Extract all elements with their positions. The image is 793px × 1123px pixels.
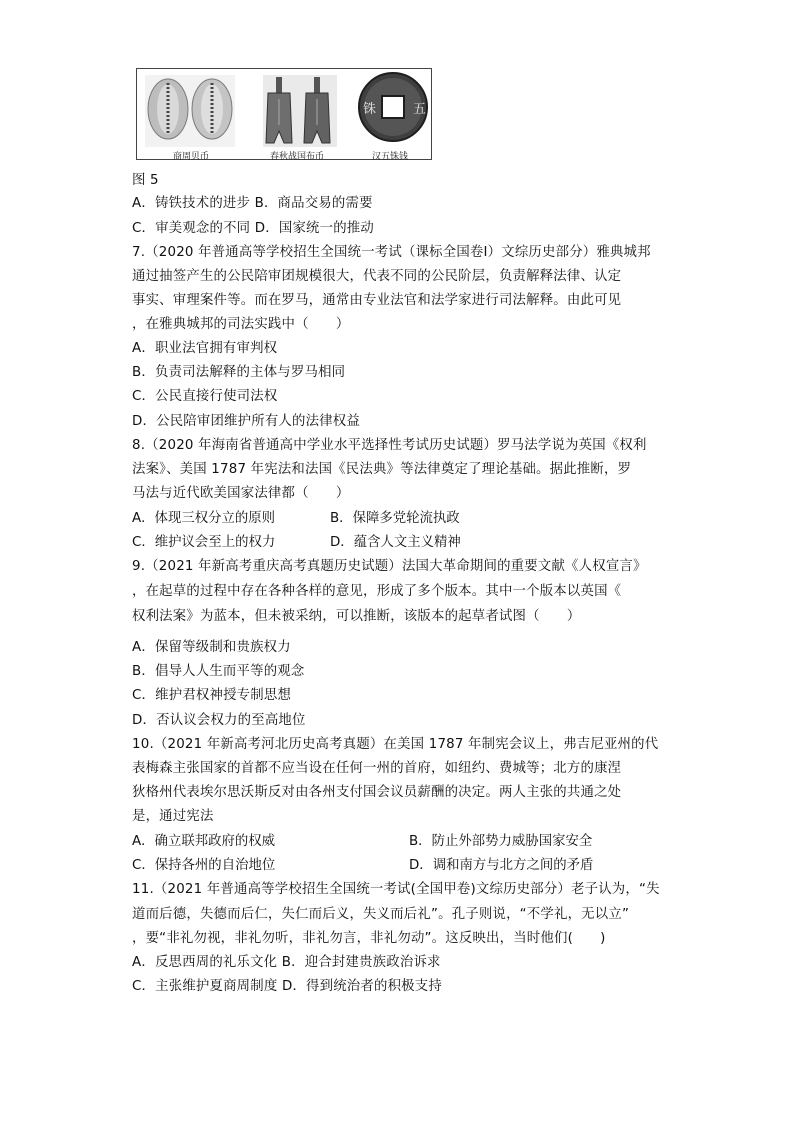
q9-stem-line1: 9.（2021 年新高考重庆高考真题历史试题）法国大革命期间的重要文献《人权宣言》: [132, 559, 647, 574]
shell-coin-image: [145, 75, 235, 147]
q10-option-a[interactable]: A．确立联邦政府的权威: [132, 834, 276, 849]
q11-option-c[interactable]: C．主张维护夏商周制度: [132, 979, 278, 994]
wuzhu-coin-image: [359, 73, 427, 141]
caption-wuzhu-coin: 汉五铢钱: [372, 152, 409, 162]
q11-stem-line1: 11.（2021 年普通高等学校招生全国统一考试(全国甲卷)文综历史部分）老子认为，“失: [132, 882, 660, 897]
q8-stem-line2: 法案》、美国 1787 年宪法和法国《民法典》等法律奠定了理论基础。据此推断，罗: [132, 462, 632, 477]
coin-char-zhu: 铢: [363, 102, 377, 117]
q10-stem-line3: 狄格州代表埃尔思沃斯反对由各州支付国会议员薪酬的决定。两人主张的共通之处: [132, 785, 622, 800]
q6-options-row1: [132, 195, 373, 213]
q10-stem-line4: 是，通过宪法: [132, 809, 214, 824]
q10-option-d[interactable]: D．调和南方与北方之间的矛盾: [409, 858, 594, 873]
q9-stem-line3: 权利法案》为蓝本，但未被采纳，可以推断，该版本的起草者试图（ ）: [132, 609, 581, 624]
q10-option-c[interactable]: C．保持各州的自治地位: [132, 858, 276, 873]
q8-option-c[interactable]: C．维护议会至上的权力: [132, 535, 276, 550]
q7-option-a[interactable]: A．职业法官拥有审判权: [132, 341, 278, 356]
q8-option-d[interactable]: D．蕴含人文主义精神: [330, 535, 461, 550]
q11-stem-line2: 道而后德，失德而后仁，失仁而后义，失义而后礼”。孔子则说，“不学礼，无以立”: [132, 907, 630, 922]
q11-options-row1: [132, 954, 441, 972]
q9-option-a[interactable]: A．保留等级制和贵族权力: [132, 640, 291, 655]
q11-stem-line3: ，要“非礼勿视，非礼勿听，非礼勿言，非礼勿动”。这反映出，当时他们( ): [132, 931, 606, 946]
q8-option-b[interactable]: B．保障多党轮流执政: [330, 511, 460, 526]
q10-stem-line2: 表梅森主张国家的首都不应当设在任何一州的首府，如纽约、费城等；北方的康涅: [132, 761, 622, 776]
q6-option-c[interactable]: C．审美观念的不同: [132, 221, 251, 236]
caption-shell-coin: 商周贝币: [173, 152, 210, 162]
q7-option-c[interactable]: C．公民直接行使司法权: [132, 389, 278, 404]
caption-spade-coin: 春秋战国布币: [270, 152, 325, 162]
q7-option-d[interactable]: D．公民陪审团维护所有人的法律权益: [132, 414, 360, 429]
q7-stem-line2: 通过抽签产生的公民陪审团规模很大，代表不同的公民阶层，负责解释法律、认定: [132, 269, 622, 284]
q6-option-a[interactable]: A．铸铁技术的进步: [132, 196, 251, 211]
q9-stem-line2: ，在起草的过程中存在各种各样的意见，形成了多个版本。其中一个版本以英国《: [132, 584, 622, 599]
q10-stem-line1: 10.（2021 年新高考河北历史高考真题）在美国 1787 年制宪会议上，弗吉尼亚州的代: [132, 737, 659, 752]
q9-option-c[interactable]: C．维护君权神授专制思想: [132, 688, 292, 703]
q11-option-b[interactable]: B．迎合封建贵族政治诉求: [281, 955, 441, 970]
q7-stem-line1: 7.（2020 年普通高等学校招生全国统一考试（课标全国卷Ⅰ）文综历史部分）雅典城邦: [132, 245, 651, 260]
coin-images: [137, 69, 433, 161]
q6-options-row2: [132, 220, 374, 238]
figure-label: 图 5: [132, 173, 159, 188]
coin-char-wu: 五: [413, 102, 427, 117]
q11-options-row2: [132, 978, 442, 996]
spade-coin-image: [263, 75, 337, 147]
q7-stem-line4: ，在雅典城邦的司法实践中（ ）: [132, 317, 350, 332]
q7-stem-line3: 事实、审理案件等。而在罗马，通常由专业法官和法学家进行司法解释。由此可见: [132, 293, 622, 308]
q9-option-b[interactable]: B．倡导人人生而平等的观念: [132, 664, 305, 679]
q6-option-b[interactable]: B．商品交易的需要: [254, 196, 373, 211]
q11-option-d[interactable]: D．得到统治者的积极支持: [281, 979, 442, 994]
q6-option-d[interactable]: D．国家统一的推动: [254, 221, 374, 236]
q8-option-a[interactable]: A．体现三权分立的原则: [132, 511, 276, 526]
coin-figure: [136, 68, 432, 160]
q8-stem-line1: 8.（2020 年海南省普通高中学业水平选择性考试历史试题）罗马法学说为英国《权利: [132, 438, 647, 453]
q11-option-a[interactable]: A．反思西周的礼乐文化: [132, 955, 278, 970]
q8-stem-line3: 马法与近代欧美国家法律都（ ）: [132, 486, 350, 501]
q10-option-b[interactable]: B．防止外部势力威胁国家安全: [409, 834, 593, 849]
q7-option-b[interactable]: B．负责司法解释的主体与罗马相同: [132, 365, 346, 380]
q9-option-d[interactable]: D．否认议会权力的至高地位: [132, 713, 306, 728]
